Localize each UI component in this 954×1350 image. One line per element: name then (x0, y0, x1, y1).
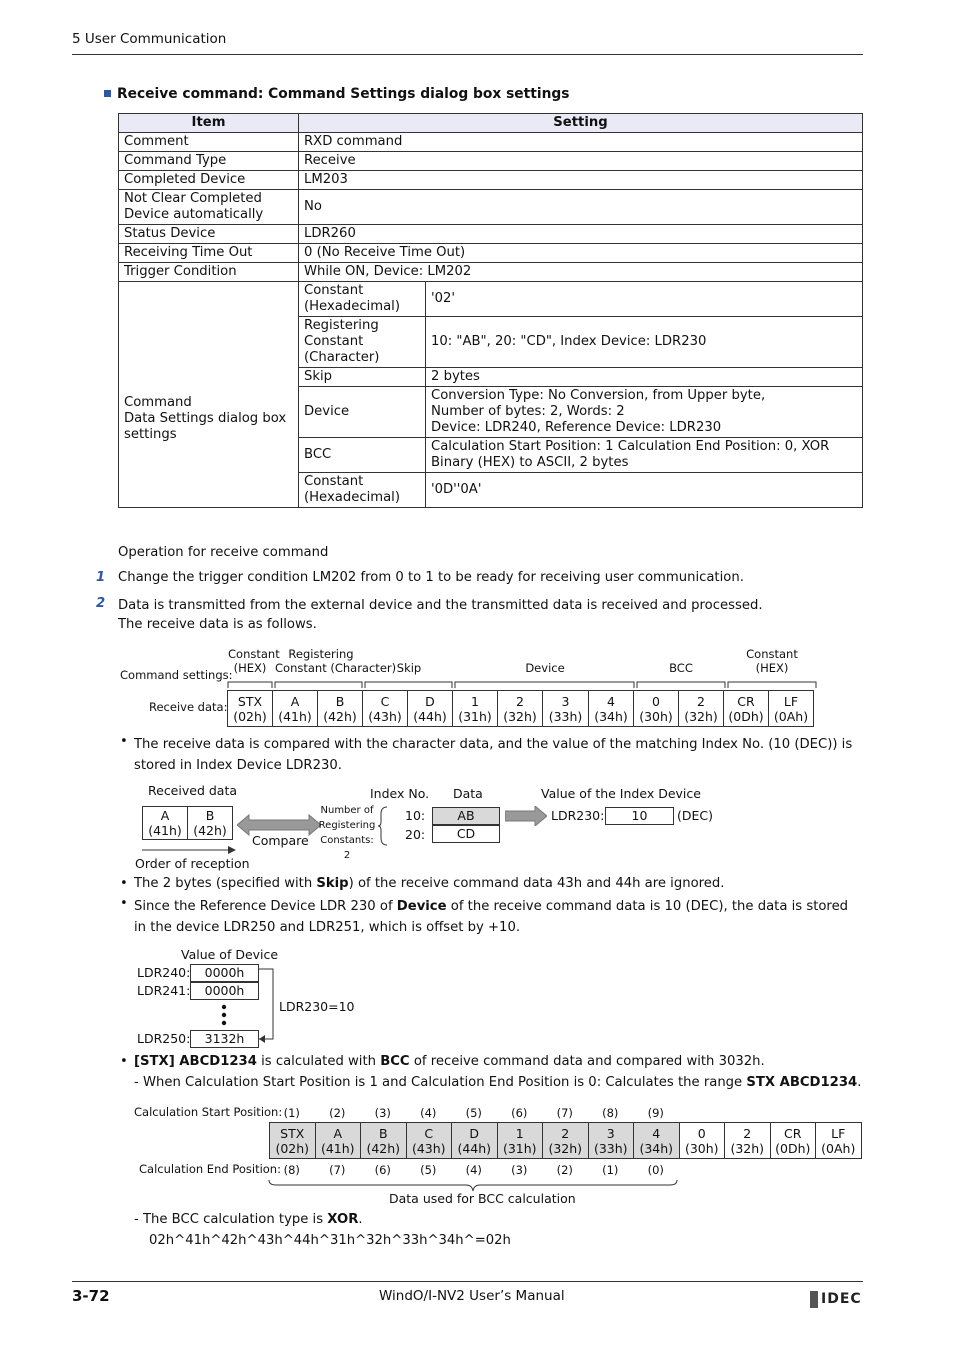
device-value-cell: 3132h (190, 1030, 259, 1048)
bcc-caption: Data used for BCC calculation (389, 1191, 576, 1206)
setting-cell: LM203 (299, 171, 863, 190)
receive-data-cell: D (44h) (407, 690, 453, 727)
bullet-icon: • (120, 876, 128, 891)
sub-setting-cell: '0D''0A' (426, 473, 863, 508)
group-label-top: Constant (746, 647, 798, 661)
table-row (119, 263, 863, 282)
bullet-text: [STX] ABCD1234 is calculated with BCC of receive command data and compared with 3032h. (134, 1054, 765, 1069)
step-text: Change the trigger condition LM202 from 0 to 1 to be ready for receiving user communication. (118, 570, 744, 585)
calc-end-number: (7) (329, 1163, 346, 1177)
table-row (119, 244, 863, 263)
table-row (119, 225, 863, 244)
heading-square-icon (104, 90, 111, 97)
item-cell: Receiving Time Out (119, 244, 299, 263)
page-number: 3-72 (72, 1287, 110, 1305)
calc-end-number: (0) (647, 1163, 664, 1177)
receive-data-cell: 4 (34h) (588, 690, 634, 727)
calc-start-number: (5) (465, 1106, 482, 1120)
col-setting-header: Setting (299, 114, 863, 133)
calc-end-number: (1) (602, 1163, 619, 1177)
group-label: BCC (669, 661, 693, 675)
setting-cell: Receive (299, 152, 863, 171)
receive-data-cell: CR (0Dh) (723, 690, 769, 727)
sub-setting-cell: Conversion Type: No Conversion, from Upper byte, Number of bytes: 2, Words: 2 Device: LDR240, Reference Device: LDR230 (426, 387, 863, 438)
receive-data-cell: LF (0Ah) (768, 690, 814, 727)
bullet-icon: • (120, 734, 128, 749)
index-number: 10: (405, 808, 426, 823)
logo-bar-icon (810, 1291, 818, 1308)
index-number: 20: (405, 827, 426, 842)
group-label: Constant (Character) (275, 661, 397, 675)
receive-data-cell: 1 (31h) (452, 690, 498, 727)
calc-end-number: (2) (556, 1163, 573, 1177)
offset-note: LDR230=10 (279, 999, 355, 1014)
item-cell: Comment (119, 133, 299, 152)
bullet-icon: • (120, 896, 128, 911)
sub-setting-cell: Calculation Start Position: 1 Calculation End Position: 0, XOR Binary (HEX) to ASCII, 2 bytes (426, 438, 863, 473)
device-value-title: Value of Device (181, 947, 279, 962)
bcc-data-cell: LF (0Ah) (815, 1122, 862, 1159)
bcc-data-cell: 4 (34h) (633, 1122, 680, 1159)
receive-data-cell: 2 (32h) (497, 690, 543, 727)
calc-end-number: (8) (283, 1163, 300, 1177)
table-row (119, 190, 863, 225)
group-label-top: Registering (288, 647, 354, 661)
index-no-label: Index No. (370, 786, 430, 801)
right-arrow-icon (505, 806, 547, 826)
sub-item-cell: BCC (299, 438, 426, 473)
bcc-data-cell: D (44h) (451, 1122, 498, 1159)
receive-data-cell: 3 (33h) (542, 690, 589, 727)
sub-item-cell: Device (299, 387, 426, 438)
calc-start-number: (6) (511, 1106, 528, 1120)
bullet-text: The 2 bytes (specified with Skip) of the receive command data 43h and 44h are ignored. (134, 876, 725, 891)
order-arrow-icon (142, 844, 236, 856)
setting-cell: RXD command (299, 133, 863, 152)
bcc-data-cell: B (42h) (360, 1122, 407, 1159)
footer-rule (72, 1281, 863, 1282)
bullet-text: The receive data is compared with the character data, and the value of the matching Index No. (10 (DEC)) is stored in Index Device LDR230. (134, 737, 853, 773)
calc-start-number: (2) (329, 1106, 346, 1120)
sub-setting-cell: '02' (426, 282, 863, 317)
receive-data-cell: A (41h) (272, 690, 318, 727)
bcc-data-cell: A (41h) (315, 1122, 362, 1159)
heading-text: Receive command: Command Settings dialog box settings (117, 86, 570, 102)
group-label: (HEX) (233, 661, 267, 675)
receive-data-cell: STX (02h) (227, 690, 273, 727)
sub-item-cell: Constant (Hexadecimal) (299, 473, 426, 508)
item-cell: Completed Device (119, 171, 299, 190)
received-data-label: Received data (148, 783, 238, 798)
table-row (119, 171, 863, 190)
device-label: LDR240: (137, 965, 191, 980)
ellipsis-icon (219, 1004, 229, 1026)
xor-formula: 02h^41h^42h^43h^44h^31h^32h^33h^34h^=02h (149, 1233, 511, 1248)
device-label: LDR250: (137, 1031, 191, 1046)
compare-label: Compare (252, 833, 309, 848)
header-rule (72, 54, 863, 55)
device-label: LDR241: (137, 983, 191, 998)
calc-end-number: (4) (465, 1163, 482, 1177)
order-label: Order of reception (135, 856, 250, 871)
manual-title: WindO/I-NV2 User’s Manual (379, 1288, 565, 1304)
col-item-header: Item (119, 114, 299, 133)
receive-data-cell: C (43h) (362, 690, 408, 727)
registered-data-cell: AB (432, 807, 500, 825)
sub-item-cell: Constant (Hexadecimal) (299, 282, 426, 317)
calc-end-number: (3) (511, 1163, 528, 1177)
section-header: 5 User Communication (72, 31, 227, 47)
bcc-data-cell: 3 (33h) (588, 1122, 635, 1159)
group-label-top: Constant (228, 647, 280, 661)
bcc-data-cell: 2 (32h) (542, 1122, 589, 1159)
bcc-data-cell: 2 (32h) (724, 1122, 771, 1159)
setting-cell: 0 (No Receive Time Out) (299, 244, 863, 263)
item-cell: Not Clear Completed Device automatically (119, 190, 299, 225)
receive-data-cell: 0 (30h) (633, 690, 679, 727)
idec-logo: IDEC (810, 1290, 862, 1308)
index-device-label: LDR230: (551, 808, 605, 823)
registered-data-cell: CD (432, 825, 500, 843)
calc-start-number: (9) (647, 1106, 664, 1120)
step-number: 1 (96, 570, 106, 585)
calc-end-number: (5) (420, 1163, 437, 1177)
bcc-data-cell: 1 (31h) (497, 1122, 544, 1159)
settings-table (118, 113, 863, 508)
bullet-text: Since the Reference Device LDR 230 of Device of the receive command data is 10 (DEC), the data is stored in the device LDR250 and LDR251, which is offset by +10. (134, 899, 849, 935)
dec-label: (DEC) (677, 808, 714, 823)
calc-start-number: (8) (602, 1106, 619, 1120)
calc-start-number: (7) (556, 1106, 573, 1120)
command-settings-label: Command settings: (120, 668, 233, 682)
calc-start-label: Calculation Start Position: (134, 1105, 283, 1119)
group-label: (HEX) (755, 661, 789, 675)
setting-cell: No (299, 190, 863, 225)
calc-end-number: (6) (374, 1163, 391, 1177)
receive-data-cell: B (42h) (317, 690, 363, 727)
bcc-data-cell: STX (02h) (269, 1122, 316, 1159)
bcc-data-cell: C (43h) (406, 1122, 453, 1159)
dash-text: - When Calculation Start Position is 1 and Calculation End Position is 0: Calculates the range STX ABCD1234. (134, 1075, 862, 1090)
sub-setting-cell: 2 bytes (426, 368, 863, 387)
offset-bracket (259, 968, 277, 1044)
group-label-cell: Command Data Settings dialog box settings (119, 282, 299, 508)
group-brackets (224, 676, 824, 690)
step-number: 2 (96, 596, 106, 611)
step-text: Data is transmitted from the external device and the transmitted data is received and processed. The receive data is as follows. (118, 598, 763, 632)
received-cell: A (41h) (142, 806, 188, 840)
sub-item-cell: Registering Constant (Character) (299, 317, 426, 368)
device-value-cell: 0000h (190, 982, 259, 1000)
bcc-data-cell: 0 (30h) (679, 1122, 726, 1159)
calc-start-number: (3) (374, 1106, 391, 1120)
index-device-value: 10 (605, 807, 674, 825)
brace-icon (377, 806, 389, 846)
operation-title: Operation for receive command (118, 545, 329, 560)
item-cell: Trigger Condition (119, 263, 299, 282)
item-cell: Status Device (119, 225, 299, 244)
item-cell: Command Type (119, 152, 299, 171)
received-cell: B (42h) (187, 806, 233, 840)
receive-data-label: Receive data: (149, 700, 228, 714)
data-label: Data (453, 786, 483, 801)
num-registering-label: Number of Registering Constants: 2 (318, 805, 376, 861)
calc-end-label: Calculation End Position: (139, 1162, 281, 1176)
setting-cell: LDR260 (299, 225, 863, 244)
index-value-label: Value of the Index Device (541, 786, 701, 801)
setting-cell: While ON, Device: LM202 (299, 263, 863, 282)
table-row (119, 133, 863, 152)
sub-item-cell: Skip (299, 368, 426, 387)
calc-start-number: (4) (420, 1106, 437, 1120)
table-row (119, 152, 863, 171)
dash-text: - The BCC calculation type is XOR. (134, 1212, 363, 1227)
section-heading (104, 86, 570, 102)
group-label: Skip (396, 661, 422, 675)
sub-setting-cell: 10: "AB", 20: "CD", Index Device: LDR230 (426, 317, 863, 368)
calc-start-number: (1) (283, 1106, 300, 1120)
bcc-data-cell: CR (0Dh) (770, 1122, 817, 1159)
bullet-icon: • (120, 1054, 128, 1069)
table-row (119, 282, 863, 317)
device-value-cell: 0000h (190, 964, 259, 982)
receive-data-cell: 2 (32h) (678, 690, 724, 727)
group-label: Device (525, 661, 565, 675)
